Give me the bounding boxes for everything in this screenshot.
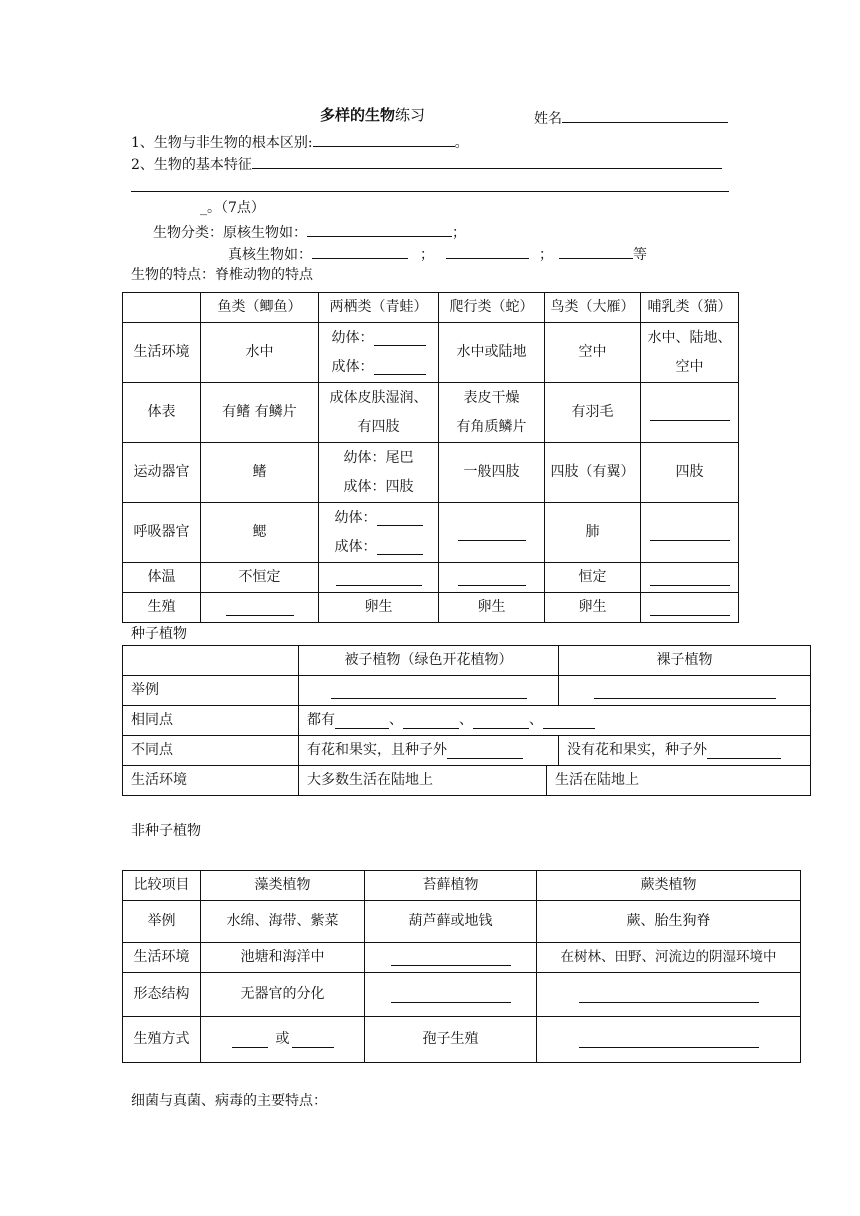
question-2-text: 2、生物的基本特征 [131, 157, 252, 173]
table-row [123, 383, 739, 443]
question-2-blank-line-2[interactable] [131, 191, 729, 192]
cell-text: 没有花和果实，种子外 [567, 742, 707, 758]
blank[interactable] [594, 682, 776, 699]
blank[interactable] [650, 404, 730, 421]
cell [641, 593, 739, 623]
cell: 鳍 [201, 443, 319, 503]
cell: 蕨、胎生狗脊 [537, 901, 801, 943]
question-2-blank[interactable] [252, 154, 722, 169]
vertebrate-heading: 生物的特点：脊椎动物的特点 [131, 267, 313, 283]
table-row [123, 1017, 801, 1063]
row-label: 生活环境 [123, 323, 201, 383]
cell-text: 成体： [334, 538, 377, 555]
row-label: 运动器官 [123, 443, 201, 503]
prokaryote-blank[interactable] [307, 222, 452, 237]
nonseed-plants-table [122, 870, 801, 1063]
row-label: 生殖方式 [123, 1017, 201, 1063]
header-cell: 被子植物（绿色开花植物） [299, 646, 559, 676]
cell [201, 593, 319, 623]
table-row [123, 646, 811, 676]
name-label: 姓名 [534, 111, 562, 127]
header-cell [123, 646, 299, 676]
cell [641, 503, 739, 563]
blank[interactable] [374, 329, 426, 346]
blank[interactable] [232, 1031, 268, 1048]
header-cell: 苔藓植物 [365, 871, 537, 901]
cell-text: 成体：四肢 [343, 478, 414, 495]
bacteria-heading: 细菌与真菌、病毒的主要特点： [131, 1093, 327, 1109]
row-label: 生活环境 [123, 766, 299, 796]
cell [559, 736, 811, 766]
seed-plants-table [122, 645, 811, 796]
cell-text: 或 [275, 1031, 290, 1047]
table-row [123, 943, 801, 973]
cell [537, 1017, 801, 1063]
cell-text: 表皮干燥 [463, 389, 520, 406]
table-row [123, 901, 801, 943]
nonseed-plants-heading: 非种子植物 [131, 823, 201, 839]
page-title [320, 106, 425, 124]
question-1-blank[interactable] [313, 132, 455, 147]
separator: 、 [529, 712, 543, 728]
blank[interactable] [650, 599, 730, 616]
cell [201, 1017, 365, 1063]
blank[interactable] [650, 524, 730, 541]
cell [319, 503, 439, 563]
eukaryote-blank-1[interactable] [312, 244, 408, 259]
question-2-end: _。（7点） [200, 200, 265, 216]
cell [537, 973, 801, 1017]
cell: 水中或陆地 [439, 323, 545, 383]
cell: 大多数生活在陆地上 [299, 766, 547, 796]
header-cell: 裸子植物 [559, 646, 811, 676]
blank[interactable] [331, 682, 527, 699]
blank[interactable] [226, 599, 294, 616]
cell: 肺 [545, 503, 641, 563]
cell: 恒定 [545, 563, 641, 593]
classify-end: ； [452, 225, 466, 241]
cell: 水中 [201, 323, 319, 383]
seed-plants-heading: 种子植物 [131, 626, 187, 642]
cell-text: 空中 [675, 358, 704, 375]
cell: 生活在陆地上 [547, 766, 811, 796]
header-cell: 两栖类（青蛙） [319, 293, 439, 323]
row-label: 生殖 [123, 593, 201, 623]
row-label: 相同点 [123, 706, 299, 736]
blank[interactable] [391, 949, 511, 966]
name-blank[interactable] [562, 108, 728, 123]
cell-text: 有角质鳞片 [456, 418, 527, 435]
vertebrate-table [122, 292, 739, 623]
cell [365, 973, 537, 1017]
table-row [123, 593, 739, 623]
cell-text: 都有 [307, 712, 335, 728]
question-1 [131, 132, 469, 152]
header-cell: 比较项目 [123, 871, 201, 901]
table-row [123, 736, 811, 766]
cell: 葫芦藓或地钱 [365, 901, 537, 943]
row-label: 呼吸器官 [123, 503, 201, 563]
table-row [123, 676, 811, 706]
cell: 在树林、田野、河流边的阴湿环境中 [537, 943, 801, 973]
title-bold: 多样的生物 [320, 106, 396, 124]
table-row [123, 503, 739, 563]
cell [319, 443, 439, 503]
cell [641, 383, 739, 443]
separator: 、 [389, 712, 403, 728]
separator: 、 [459, 712, 473, 728]
cell [439, 383, 545, 443]
cell [319, 323, 439, 383]
blank[interactable] [707, 742, 781, 759]
cell-text: 水中、陆地、 [647, 329, 732, 346]
cell: 不恒定 [201, 563, 319, 593]
cell: 四肢（有翼） [545, 443, 641, 503]
blank[interactable] [650, 569, 730, 586]
cell-text: 有花和果实，且种子外 [307, 742, 447, 758]
blank[interactable] [292, 1031, 334, 1048]
blank[interactable] [473, 712, 529, 729]
name-field [534, 108, 728, 128]
question-2 [131, 154, 722, 174]
header-cell: 鱼类（鲫鱼） [201, 293, 319, 323]
cell-text: 幼体： [331, 329, 374, 346]
cell [439, 563, 545, 593]
cell: 一般四肢 [439, 443, 545, 503]
blank[interactable] [579, 986, 759, 1003]
cell: 鳃 [201, 503, 319, 563]
blank[interactable] [579, 1031, 759, 1048]
sep-1: ； [420, 247, 434, 263]
cell [365, 943, 537, 973]
classification-prokaryote [153, 222, 466, 242]
title-rest: 练习 [395, 106, 426, 124]
eukaryote-label: 真核生物如： [228, 247, 312, 263]
blank[interactable] [458, 524, 526, 541]
cell [319, 563, 439, 593]
cell [299, 706, 811, 736]
eukaryote-blank-2[interactable] [446, 244, 529, 259]
sep-2: ； [539, 247, 553, 263]
table-row [123, 871, 801, 901]
question-1-end: 。 [454, 135, 469, 151]
etc: 等 [633, 247, 647, 263]
cell: 有羽毛 [545, 383, 641, 443]
cell: 空中 [545, 323, 641, 383]
cell [299, 676, 559, 706]
row-label: 举例 [123, 676, 299, 706]
cell [439, 503, 545, 563]
cell [641, 323, 739, 383]
cell [299, 736, 559, 766]
blank[interactable] [403, 712, 459, 729]
row-label: 不同点 [123, 736, 299, 766]
blank[interactable] [447, 742, 523, 759]
blank[interactable] [374, 358, 426, 375]
blank[interactable] [336, 569, 422, 586]
eukaryote-blank-3[interactable] [559, 244, 633, 259]
cell: 有鳍 有鳞片 [201, 383, 319, 443]
table-row [123, 563, 739, 593]
table-row [123, 973, 801, 1017]
table-row [123, 443, 739, 503]
header-cell: 蕨类植物 [537, 871, 801, 901]
question-1-text: 1、生物与非生物的根本区别: [131, 135, 313, 151]
header-cell: 哺乳类（猫） [641, 293, 739, 323]
cell: 水绵、海带、紫菜 [201, 901, 365, 943]
table-row [123, 323, 739, 383]
blank[interactable] [458, 569, 526, 586]
blank[interactable] [377, 538, 423, 555]
cell-text: 成体皮肤湿润、 [329, 389, 428, 406]
table-row [123, 706, 811, 736]
table-row [123, 293, 739, 323]
header-cell: 鸟类（大雁） [545, 293, 641, 323]
header-cell [123, 293, 201, 323]
cell: 四肢 [641, 443, 739, 503]
row-label: 体表 [123, 383, 201, 443]
row-label: 体温 [123, 563, 201, 593]
table-row [123, 766, 811, 796]
cell: 卵生 [439, 593, 545, 623]
header-cell: 藻类植物 [201, 871, 365, 901]
row-label: 形态结构 [123, 973, 201, 1017]
cell-text: 成体： [331, 358, 374, 375]
cell [641, 563, 739, 593]
cell: 卵生 [319, 593, 439, 623]
cell-text: 幼体：尾巴 [343, 449, 414, 466]
cell-text: 幼体： [334, 509, 377, 526]
cell: 孢子生殖 [365, 1017, 537, 1063]
blank[interactable] [391, 986, 511, 1003]
row-label: 生活环境 [123, 943, 201, 973]
blank[interactable] [377, 509, 423, 526]
cell [559, 676, 811, 706]
header-cell: 爬行类（蛇） [439, 293, 545, 323]
cell [319, 383, 439, 443]
classify-label: 生物分类：原核生物如： [153, 225, 307, 241]
classification-eukaryote [228, 244, 647, 264]
row-label: 举例 [123, 901, 201, 943]
cell-text: 有四肢 [357, 418, 400, 435]
blank[interactable] [543, 712, 595, 729]
cell: 无器官的分化 [201, 973, 365, 1017]
blank[interactable] [335, 712, 389, 729]
cell: 卵生 [545, 593, 641, 623]
cell: 池塘和海洋中 [201, 943, 365, 973]
